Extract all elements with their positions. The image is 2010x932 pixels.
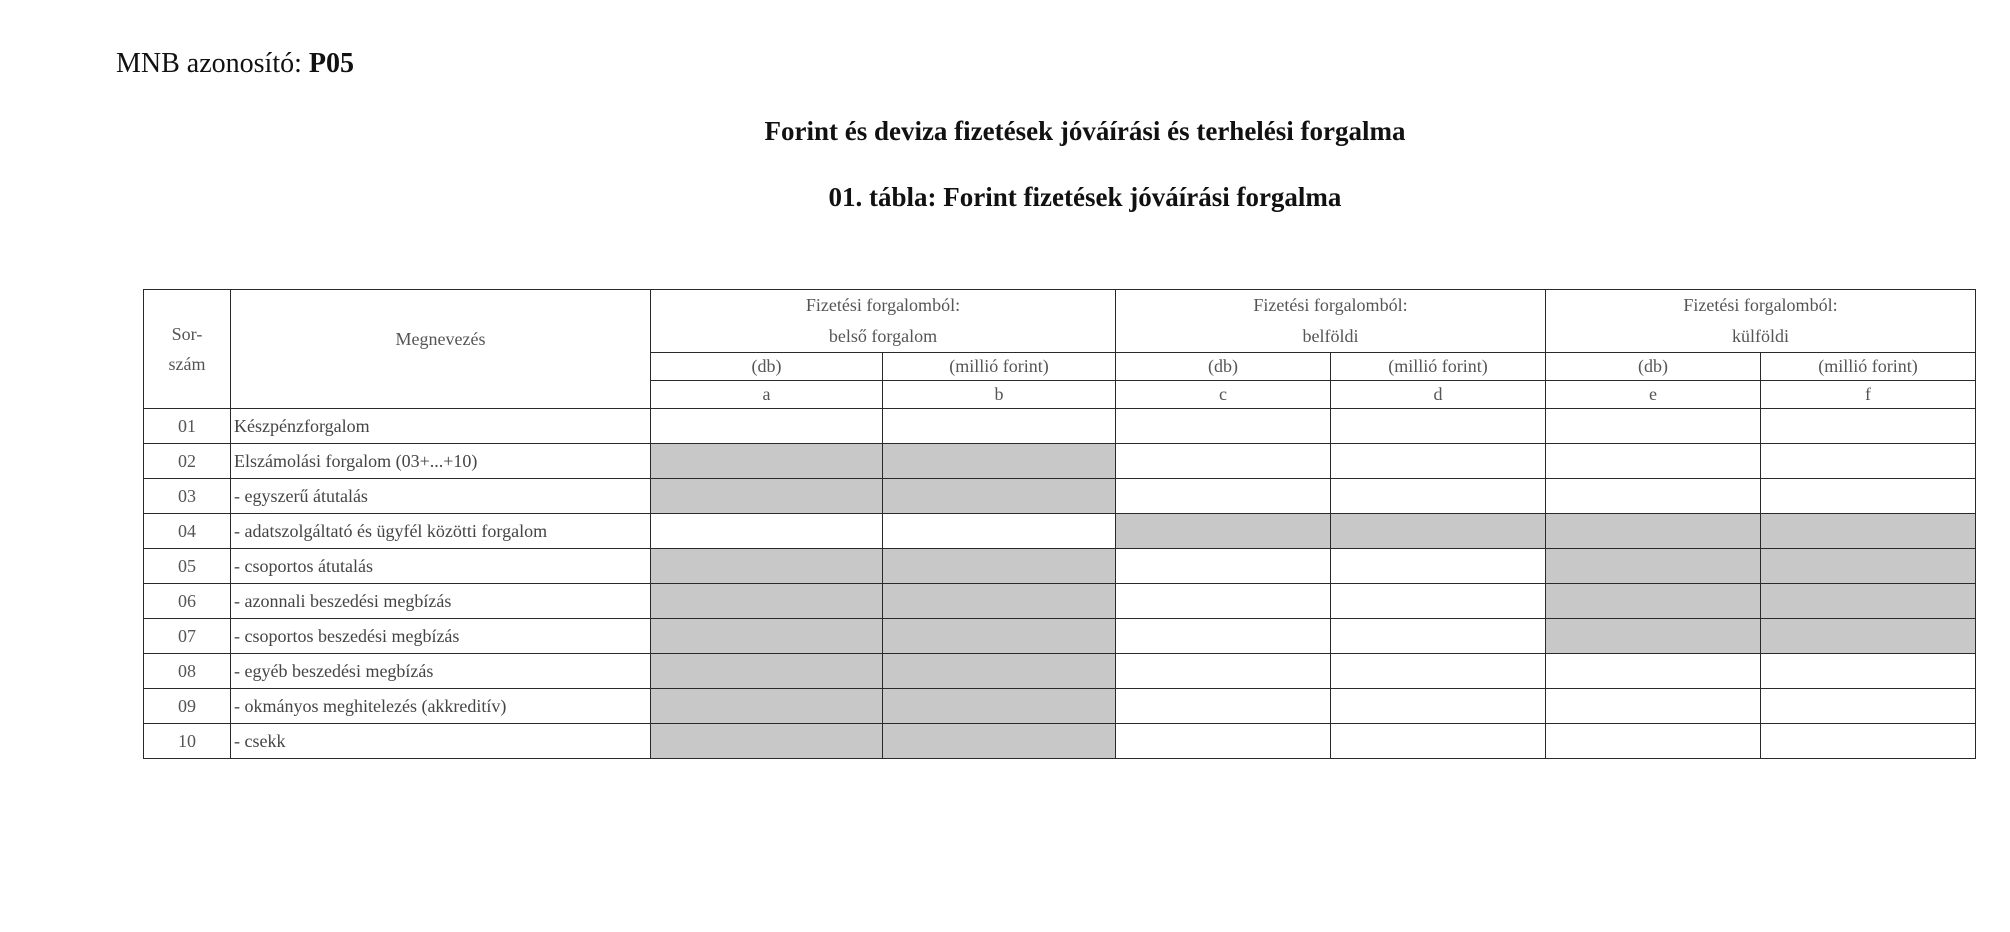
report-table (143, 289, 1976, 759)
input-cell-08-e[interactable] (1546, 654, 1761, 689)
input-cell-01-b[interactable] (883, 409, 1116, 444)
disabled-cell-02-b (883, 444, 1116, 479)
input-cell-01-a[interactable] (651, 409, 883, 444)
input-cell-06-d[interactable] (1331, 584, 1546, 619)
disabled-cell-03-b (883, 479, 1116, 514)
input-cell-05-c[interactable] (1116, 549, 1331, 584)
input-cell-08-f[interactable] (1761, 654, 1976, 689)
table-row (144, 549, 1976, 584)
input-cell-02-c[interactable] (1116, 444, 1331, 479)
row-number: 02 (144, 444, 231, 479)
disabled-cell-10-b (883, 724, 1116, 759)
disabled-cell-04-f (1761, 514, 1976, 549)
input-cell-03-c[interactable] (1116, 479, 1331, 514)
input-cell-04-b[interactable] (883, 514, 1116, 549)
input-cell-02-e[interactable] (1546, 444, 1761, 479)
mnb-identifier (116, 48, 354, 80)
table-row (144, 724, 1976, 759)
row-label: - csekk (231, 724, 651, 759)
disabled-cell-07-a (651, 619, 883, 654)
page-title: Forint és deviza fizetések jóváírási és terhelési forgalma (764, 116, 1406, 146)
input-cell-07-d[interactable] (1331, 619, 1546, 654)
input-cell-04-a[interactable] (651, 514, 883, 549)
row-number: 05 (144, 549, 231, 584)
input-cell-10-e[interactable] (1546, 724, 1761, 759)
disabled-cell-07-f (1761, 619, 1976, 654)
unit-header-c: (db) (1116, 353, 1331, 381)
table-row (144, 479, 1976, 514)
disabled-cell-04-d (1331, 514, 1546, 549)
input-cell-08-d[interactable] (1331, 654, 1546, 689)
unit-header-f: (millió forint) (1761, 353, 1976, 381)
input-cell-09-e[interactable] (1546, 689, 1761, 724)
input-cell-03-e[interactable] (1546, 479, 1761, 514)
table-title: 01. tábla: Forint fizetések jóváírási forgalma (828, 182, 1342, 212)
group-header-kulfoldi: Fizetési forgalomból: külföldi (1546, 290, 1976, 353)
input-cell-02-f[interactable] (1761, 444, 1976, 479)
unit-header-d: (millió forint) (1331, 353, 1546, 381)
input-cell-10-d[interactable] (1331, 724, 1546, 759)
row-label: - csoportos beszedési megbízás (231, 619, 651, 654)
mnb-code: P05 (308, 48, 354, 79)
group-header-belso: Fizetési forgalomból: belső forgalom (651, 290, 1116, 353)
table-row (144, 409, 1976, 444)
input-cell-01-c[interactable] (1116, 409, 1331, 444)
table-row (144, 444, 1976, 479)
row-label: - adatszolgáltató és ügyfél közötti forgalom (231, 514, 651, 549)
input-cell-01-d[interactable] (1331, 409, 1546, 444)
row-label: Készpénzforgalom (231, 409, 651, 444)
input-cell-02-d[interactable] (1331, 444, 1546, 479)
table-row (144, 619, 1976, 654)
letter-header-a: a (651, 381, 883, 409)
row-label: - egyszerű átutalás (231, 479, 651, 514)
disabled-cell-04-e (1546, 514, 1761, 549)
row-number: 04 (144, 514, 231, 549)
table-row (144, 654, 1976, 689)
input-cell-09-f[interactable] (1761, 689, 1976, 724)
col-header-sorszam-line1: Sor- (171, 324, 203, 344)
disabled-cell-02-a (651, 444, 883, 479)
input-cell-03-f[interactable] (1761, 479, 1976, 514)
input-cell-07-c[interactable] (1116, 619, 1331, 654)
disabled-cell-05-b (883, 549, 1116, 584)
group-header-belfoldi: Fizetési forgalomból: belföldi (1116, 290, 1546, 353)
col-header-megnevezes: Megnevezés (231, 290, 651, 409)
disabled-cell-05-a (651, 549, 883, 584)
input-cell-08-c[interactable] (1116, 654, 1331, 689)
input-cell-01-f[interactable] (1761, 409, 1976, 444)
disabled-cell-05-e (1546, 549, 1761, 584)
input-cell-01-e[interactable] (1546, 409, 1761, 444)
disabled-cell-10-a (651, 724, 883, 759)
row-label: - csoportos átutalás (231, 549, 651, 584)
letter-header-e: e (1546, 381, 1761, 409)
col-header-sorszam-line2: szám (168, 354, 206, 374)
input-cell-10-c[interactable] (1116, 724, 1331, 759)
input-cell-09-c[interactable] (1116, 689, 1331, 724)
table-row (144, 689, 1976, 724)
disabled-cell-06-a (651, 584, 883, 619)
input-cell-06-c[interactable] (1116, 584, 1331, 619)
input-cell-09-d[interactable] (1331, 689, 1546, 724)
disabled-cell-04-c (1116, 514, 1331, 549)
disabled-cell-07-b (883, 619, 1116, 654)
row-number: 03 (144, 479, 231, 514)
disabled-cell-05-f (1761, 549, 1976, 584)
unit-header-b: (millió forint) (883, 353, 1116, 381)
input-cell-03-d[interactable] (1331, 479, 1546, 514)
col-header-sorszam (144, 290, 231, 409)
disabled-cell-08-a (651, 654, 883, 689)
disabled-cell-09-b (883, 689, 1116, 724)
disabled-cell-08-b (883, 654, 1116, 689)
mnb-label: MNB azonosító: (116, 48, 302, 79)
disabled-cell-03-a (651, 479, 883, 514)
input-cell-10-f[interactable] (1761, 724, 1976, 759)
row-label: - okmányos meghitelezés (akkreditív) (231, 689, 651, 724)
disabled-cell-07-e (1546, 619, 1761, 654)
table-row (144, 584, 1976, 619)
row-number: 08 (144, 654, 231, 689)
row-label: Elszámolási forgalom (03+...+10) (231, 444, 651, 479)
row-number: 01 (144, 409, 231, 444)
disabled-cell-06-f (1761, 584, 1976, 619)
unit-header-e: (db) (1546, 353, 1761, 381)
table-row (144, 514, 1976, 549)
disabled-cell-06-b (883, 584, 1116, 619)
letter-header-c: c (1116, 381, 1331, 409)
row-label: - egyéb beszedési megbízás (231, 654, 651, 689)
letter-header-b: b (883, 381, 1116, 409)
row-label: - azonnali beszedési megbízás (231, 584, 651, 619)
row-number: 10 (144, 724, 231, 759)
disabled-cell-09-a (651, 689, 883, 724)
disabled-cell-06-e (1546, 584, 1761, 619)
input-cell-05-d[interactable] (1331, 549, 1546, 584)
unit-header-a: (db) (651, 353, 883, 381)
letter-header-f: f (1761, 381, 1976, 409)
letter-header-d: d (1331, 381, 1546, 409)
row-number: 07 (144, 619, 231, 654)
row-number: 09 (144, 689, 231, 724)
row-number: 06 (144, 584, 231, 619)
